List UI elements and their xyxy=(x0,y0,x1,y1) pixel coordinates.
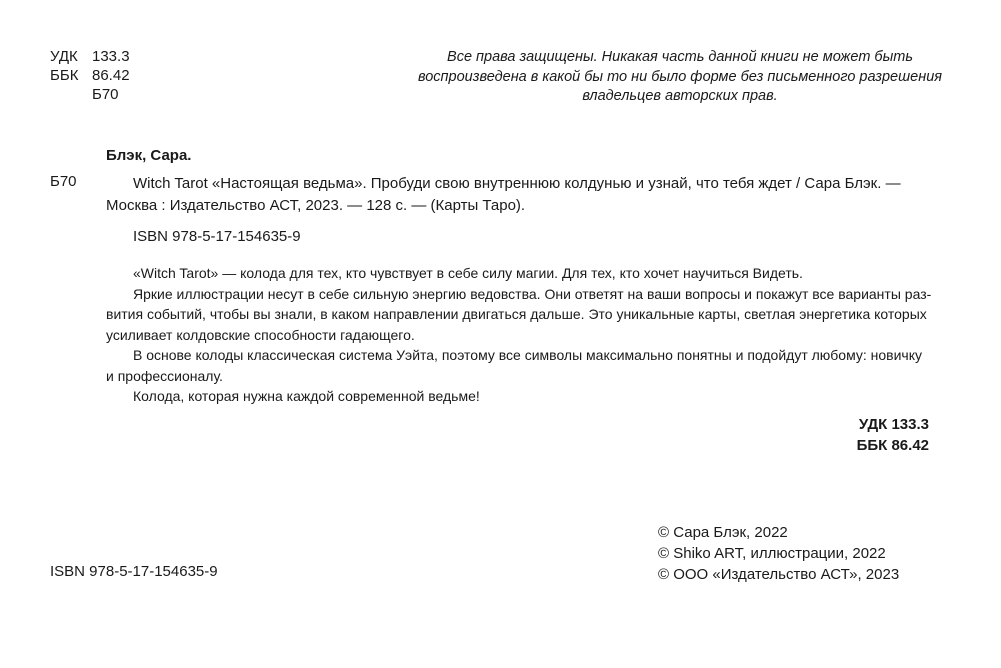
bibliographic-description xyxy=(106,173,932,217)
author-mark-row xyxy=(50,85,119,104)
author-mark: Б70 xyxy=(92,86,119,103)
bbk-label: ББК xyxy=(50,67,79,84)
annotation-line: и профессионалу. xyxy=(106,367,223,384)
bib-line: Москва : Издательство АСТ, 2023. — 128 с. — (Карты Таро). xyxy=(106,197,526,214)
rights-line: Все права защищены. Никакая часть данной книги не может быть xyxy=(447,49,913,65)
copyright-line: © ООО «Издательство АСТ», 2023 xyxy=(658,566,900,583)
classification-codes-right xyxy=(857,414,929,456)
udk-label: УДК xyxy=(50,48,78,65)
annotation-line: Колода, которая нужна каждой современной ведьме! xyxy=(133,388,480,404)
isbn-main: ISBN 978-5-17-154635-9 xyxy=(133,228,301,245)
rights-line: воспроизведена в какой бы то ни было форме без письменного разрешения xyxy=(417,68,943,85)
bbk-row xyxy=(50,66,130,85)
udk-row xyxy=(50,47,130,66)
annotation-line: «Witch Tarot» — колода для тех, кто чувствует в себе силу магии. Для тех, кто хочет научиться Видеть. xyxy=(133,265,803,281)
udk-value: 133.3 xyxy=(92,48,130,65)
annotation xyxy=(106,263,932,407)
isbn-bottom: ISBN 978-5-17-154635-9 xyxy=(50,563,218,580)
copyright-line: © Shiko ART, иллюстрации, 2022 xyxy=(658,545,886,562)
annotation-line: вития событий, чтобы вы знали, в каком направлении двигаться дальше. Это уникальные карты, светлая энергетика которых xyxy=(106,306,927,322)
udk-code: УДК 133.3 xyxy=(858,416,929,433)
bib-mark: Б70 xyxy=(50,173,77,190)
copyright-block xyxy=(658,522,899,585)
bib-line: Witch Tarot «Настоящая ведьма». Пробуди свою внутреннюю колдунью и узнай, что тебя ждет / Сара Блэк. — xyxy=(133,175,901,192)
author-heading: Блэк, Сара. xyxy=(106,147,192,164)
bbk-value: 86.42 xyxy=(92,67,130,84)
copyright-line: © Сара Блэк, 2022 xyxy=(658,524,788,541)
annotation-line: усиливает колдовские способности гадающего. xyxy=(106,326,415,343)
rights-line: владельцев авторских прав. xyxy=(582,88,778,104)
rights-notice xyxy=(400,48,960,107)
annotation-line: Яркие иллюстрации несут в себе сильную энергию ведовства. Они ответят на ваши вопросы и покажут все варианты раз- xyxy=(133,285,932,302)
bbk-code: ББК 86.42 xyxy=(856,437,929,454)
annotation-line: В основе колоды классическая система Уэйта, поэтому все символы максимально понятны и подойдут любому: новичку xyxy=(133,347,923,363)
